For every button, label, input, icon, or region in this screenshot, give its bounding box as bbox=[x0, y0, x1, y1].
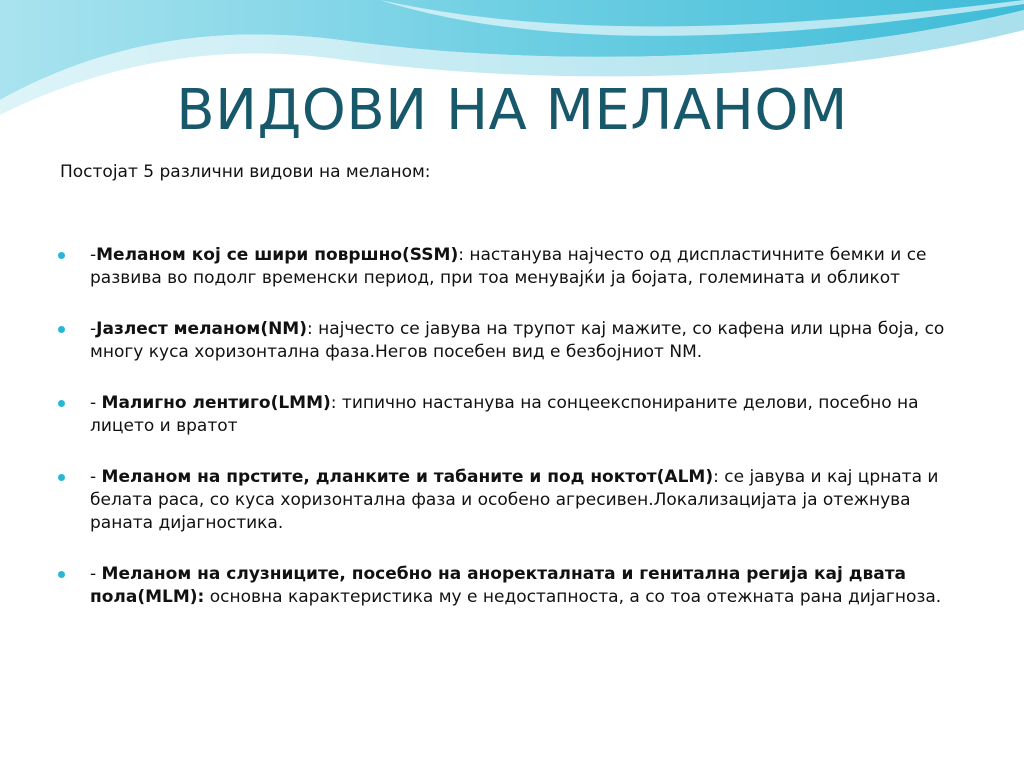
bullet-lead: Меланом на слузниците, посебно на аноректалната и генитална регија кај двата пола(MLM): bbox=[90, 564, 907, 607]
bullet-dot-icon bbox=[58, 326, 65, 333]
bullet-dot-icon bbox=[58, 400, 65, 407]
bullet-dot-icon bbox=[58, 474, 65, 481]
bullet-lead: Меланом кој се шири површно(SSM) bbox=[96, 245, 459, 265]
slide-title: ВИДОВИ НА МЕЛАНОМ bbox=[176, 78, 848, 143]
bullet-item-nm bbox=[56, 318, 966, 364]
bullet-item-alm bbox=[56, 466, 966, 535]
bullet-item-lmm bbox=[56, 392, 966, 438]
intro-text: Постојат 5 различни видови на меланом: bbox=[60, 162, 431, 182]
bullet-text: основна карактеристика му е недостапноста, а со тоа отежната рана дијагноза. bbox=[204, 587, 942, 607]
bullet-prefix: - bbox=[90, 393, 102, 413]
bullet-dot-icon bbox=[58, 252, 65, 259]
bullet-prefix: - bbox=[90, 319, 97, 339]
bullet-text: : најчесто се јавува на трупот кај мажите, со кафена или црна боја, со многу куса хоризонтална фаза.Негов посебен вид е безбојниот NM. bbox=[90, 319, 945, 362]
bullet-text: : настанува најчесто од диспластичните бемки и се развива во подолг временски период, при тоа менувајќи ја бојата, големината и обликот bbox=[90, 245, 927, 288]
bullet-dot-icon bbox=[58, 571, 65, 578]
bullet-lead: Меланом на прстите, дланките и табаните и под ноктот(ALM) bbox=[101, 467, 714, 487]
bullet-list bbox=[56, 244, 966, 637]
bullet-lead: Јазлест меланом(NM) bbox=[96, 319, 307, 339]
bullet-prefix: - bbox=[90, 467, 102, 487]
bullet-prefix: - bbox=[90, 245, 97, 265]
bullet-text: : типично настанува на сонцеекспонираните делови, посебно на лицето и вратот bbox=[90, 393, 919, 436]
bullet-text: : се јавува и кај црната и белата раса, со куса хоризонтална фаза и особено агресивен.Локализацијата ја отежнува раната дијагностика. bbox=[90, 467, 939, 533]
bullet-item-ssm bbox=[56, 244, 966, 290]
bullet-item-mlm bbox=[56, 563, 966, 609]
bullet-prefix: - bbox=[90, 564, 102, 584]
bullet-lead: Малигно лентиго(LMM) bbox=[101, 393, 331, 413]
